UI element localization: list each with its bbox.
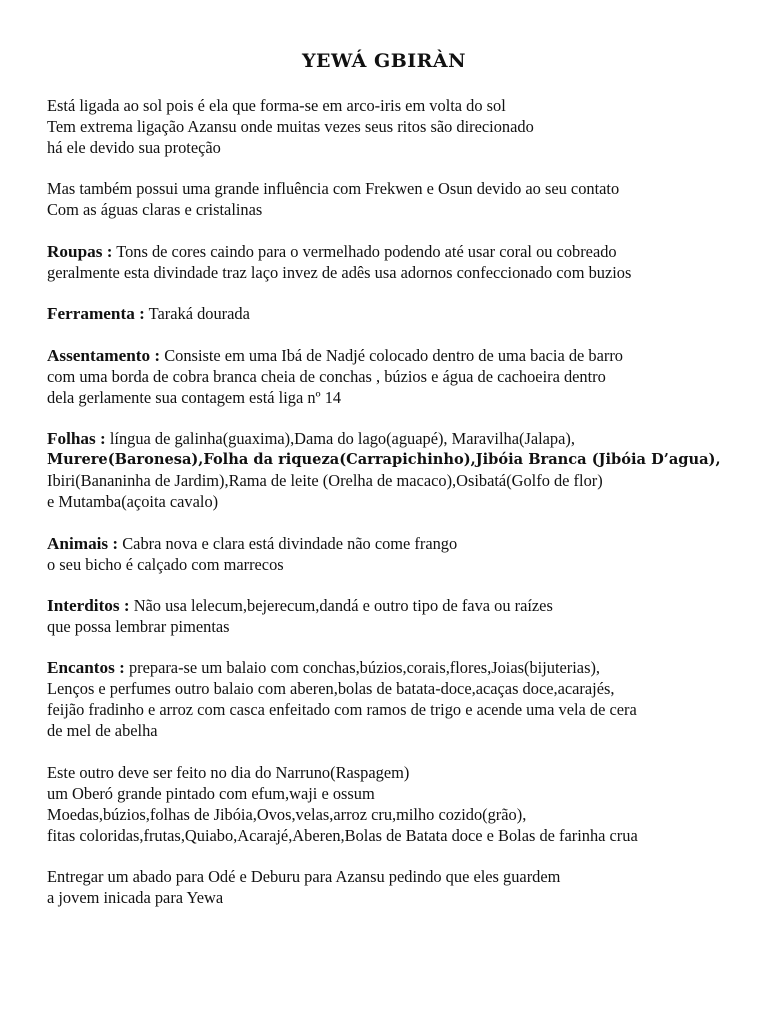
assentamento-text: Consiste em uma Ibá de Nadjé colocado dentro de uma bacia de barro bbox=[160, 346, 623, 365]
folhas-line-4: e Mutamba(açoita cavalo) bbox=[47, 492, 219, 511]
influence-line-1: Mas também possui uma grande influência com Frekwen e Osun devido ao seu contato bbox=[47, 179, 620, 198]
encantos-line-1 bbox=[47, 658, 600, 678]
animais-line-2: o seu bicho é calçado com marrecos bbox=[47, 555, 284, 574]
roupas-label: Roupas : bbox=[47, 242, 113, 261]
folhas-label: Folhas : bbox=[47, 429, 106, 448]
entregar-line-2: a jovem inicada para Yewa bbox=[47, 888, 224, 907]
ferramenta-line bbox=[47, 304, 250, 324]
folhas-line-2: Murere(Baronesa),Folha da riqueza(Carrapichinho),Jibóia Branca (Jibóia D’agua), bbox=[47, 451, 721, 468]
intro-line-2: Tem extrema ligação Azansu onde muitas vezes seus ritos são direcionado bbox=[47, 117, 534, 136]
interditos-text: Não usa lelecum,bejerecum,dandá e outro tipo de fava ou raízes bbox=[129, 596, 553, 615]
animais-label: Animais : bbox=[47, 534, 119, 553]
interditos-line-1 bbox=[47, 596, 553, 616]
ferramenta-text: Taraká dourada bbox=[144, 304, 250, 323]
roupas-line-2: geralmente esta divindade traz laço invez de adês usa adornos confeccionado com buzios bbox=[47, 263, 632, 282]
ferramenta-label: Ferramenta : bbox=[47, 304, 145, 323]
interditos-label: Interditos : bbox=[47, 596, 130, 615]
narruno-line-1: Este outro deve ser feito no dia do Narruno(Raspagem) bbox=[47, 763, 410, 782]
animais-line-1 bbox=[47, 534, 457, 554]
folhas-line-3: Ibiri(Bananinha de Jardim),Rama de leite (Orelha de macaco),Osibatá(Golfo de flor) bbox=[47, 471, 603, 490]
narruno-line-3: Moedas,búzios,folhas de Jibóia,Ovos,velas,arroz cru,milho cozido(grão), bbox=[47, 805, 527, 824]
folhas-text: língua de galinha(guaxima),Dama do lago(aguapé), Maravilha(Jalapa), bbox=[105, 429, 575, 448]
entregar-line-1: Entregar um abado para Odé e Deburu para Azansu pedindo que eles guardem bbox=[47, 867, 561, 886]
roupas-line-1 bbox=[47, 242, 617, 262]
encantos-line-2: Lenços e perfumes outro balaio com aberen,bolas de batata-doce,acaças doce,acarajés, bbox=[47, 679, 615, 698]
encantos-line-4: de mel de abelha bbox=[47, 721, 158, 740]
narruno-line-4: fitas coloridas,frutas,Quiabo,Acarajé,Aberen,Bolas de Batata doce e Bolas de farinha crua bbox=[47, 826, 638, 845]
assentamento-line-3: dela gerlamente sua contagem está liga nº 14 bbox=[47, 388, 342, 407]
assentamento-line-1 bbox=[47, 346, 623, 366]
roupas-text: Tons de cores caindo para o vermelhado podendo até usar coral ou cobreado bbox=[112, 242, 617, 261]
encantos-label: Encantos : bbox=[47, 658, 125, 677]
document-title: YEWÁ GBIRÀN bbox=[301, 50, 467, 72]
influence-line-2: Com as águas claras e cristalinas bbox=[47, 200, 263, 219]
animais-text: Cabra nova e clara está divindade não come frango bbox=[118, 534, 458, 553]
narruno-line-2: um Oberó grande pintado com efum,waji e ossum bbox=[47, 784, 375, 803]
encantos-text: prepara-se um balaio com conchas,búzios,corais,flores,Joias(bijuterias), bbox=[124, 658, 601, 677]
folhas-line-1 bbox=[47, 429, 575, 449]
intro-line-1: Está ligada ao sol pois é ela que forma-se em arco-iris em volta do sol bbox=[47, 96, 506, 115]
assentamento-line-2: com uma borda de cobra branca cheia de conchas , búzios e água de cachoeira dentro bbox=[47, 367, 606, 386]
encantos-line-3: feijão fradinho e arroz com casca enfeitado com ramos de trigo e acende uma vela de cera bbox=[47, 700, 637, 719]
interditos-line-2: que possa lembrar pimentas bbox=[47, 617, 230, 636]
intro-line-3: há ele devido sua proteção bbox=[47, 138, 221, 157]
assentamento-label: Assentamento : bbox=[47, 346, 161, 365]
